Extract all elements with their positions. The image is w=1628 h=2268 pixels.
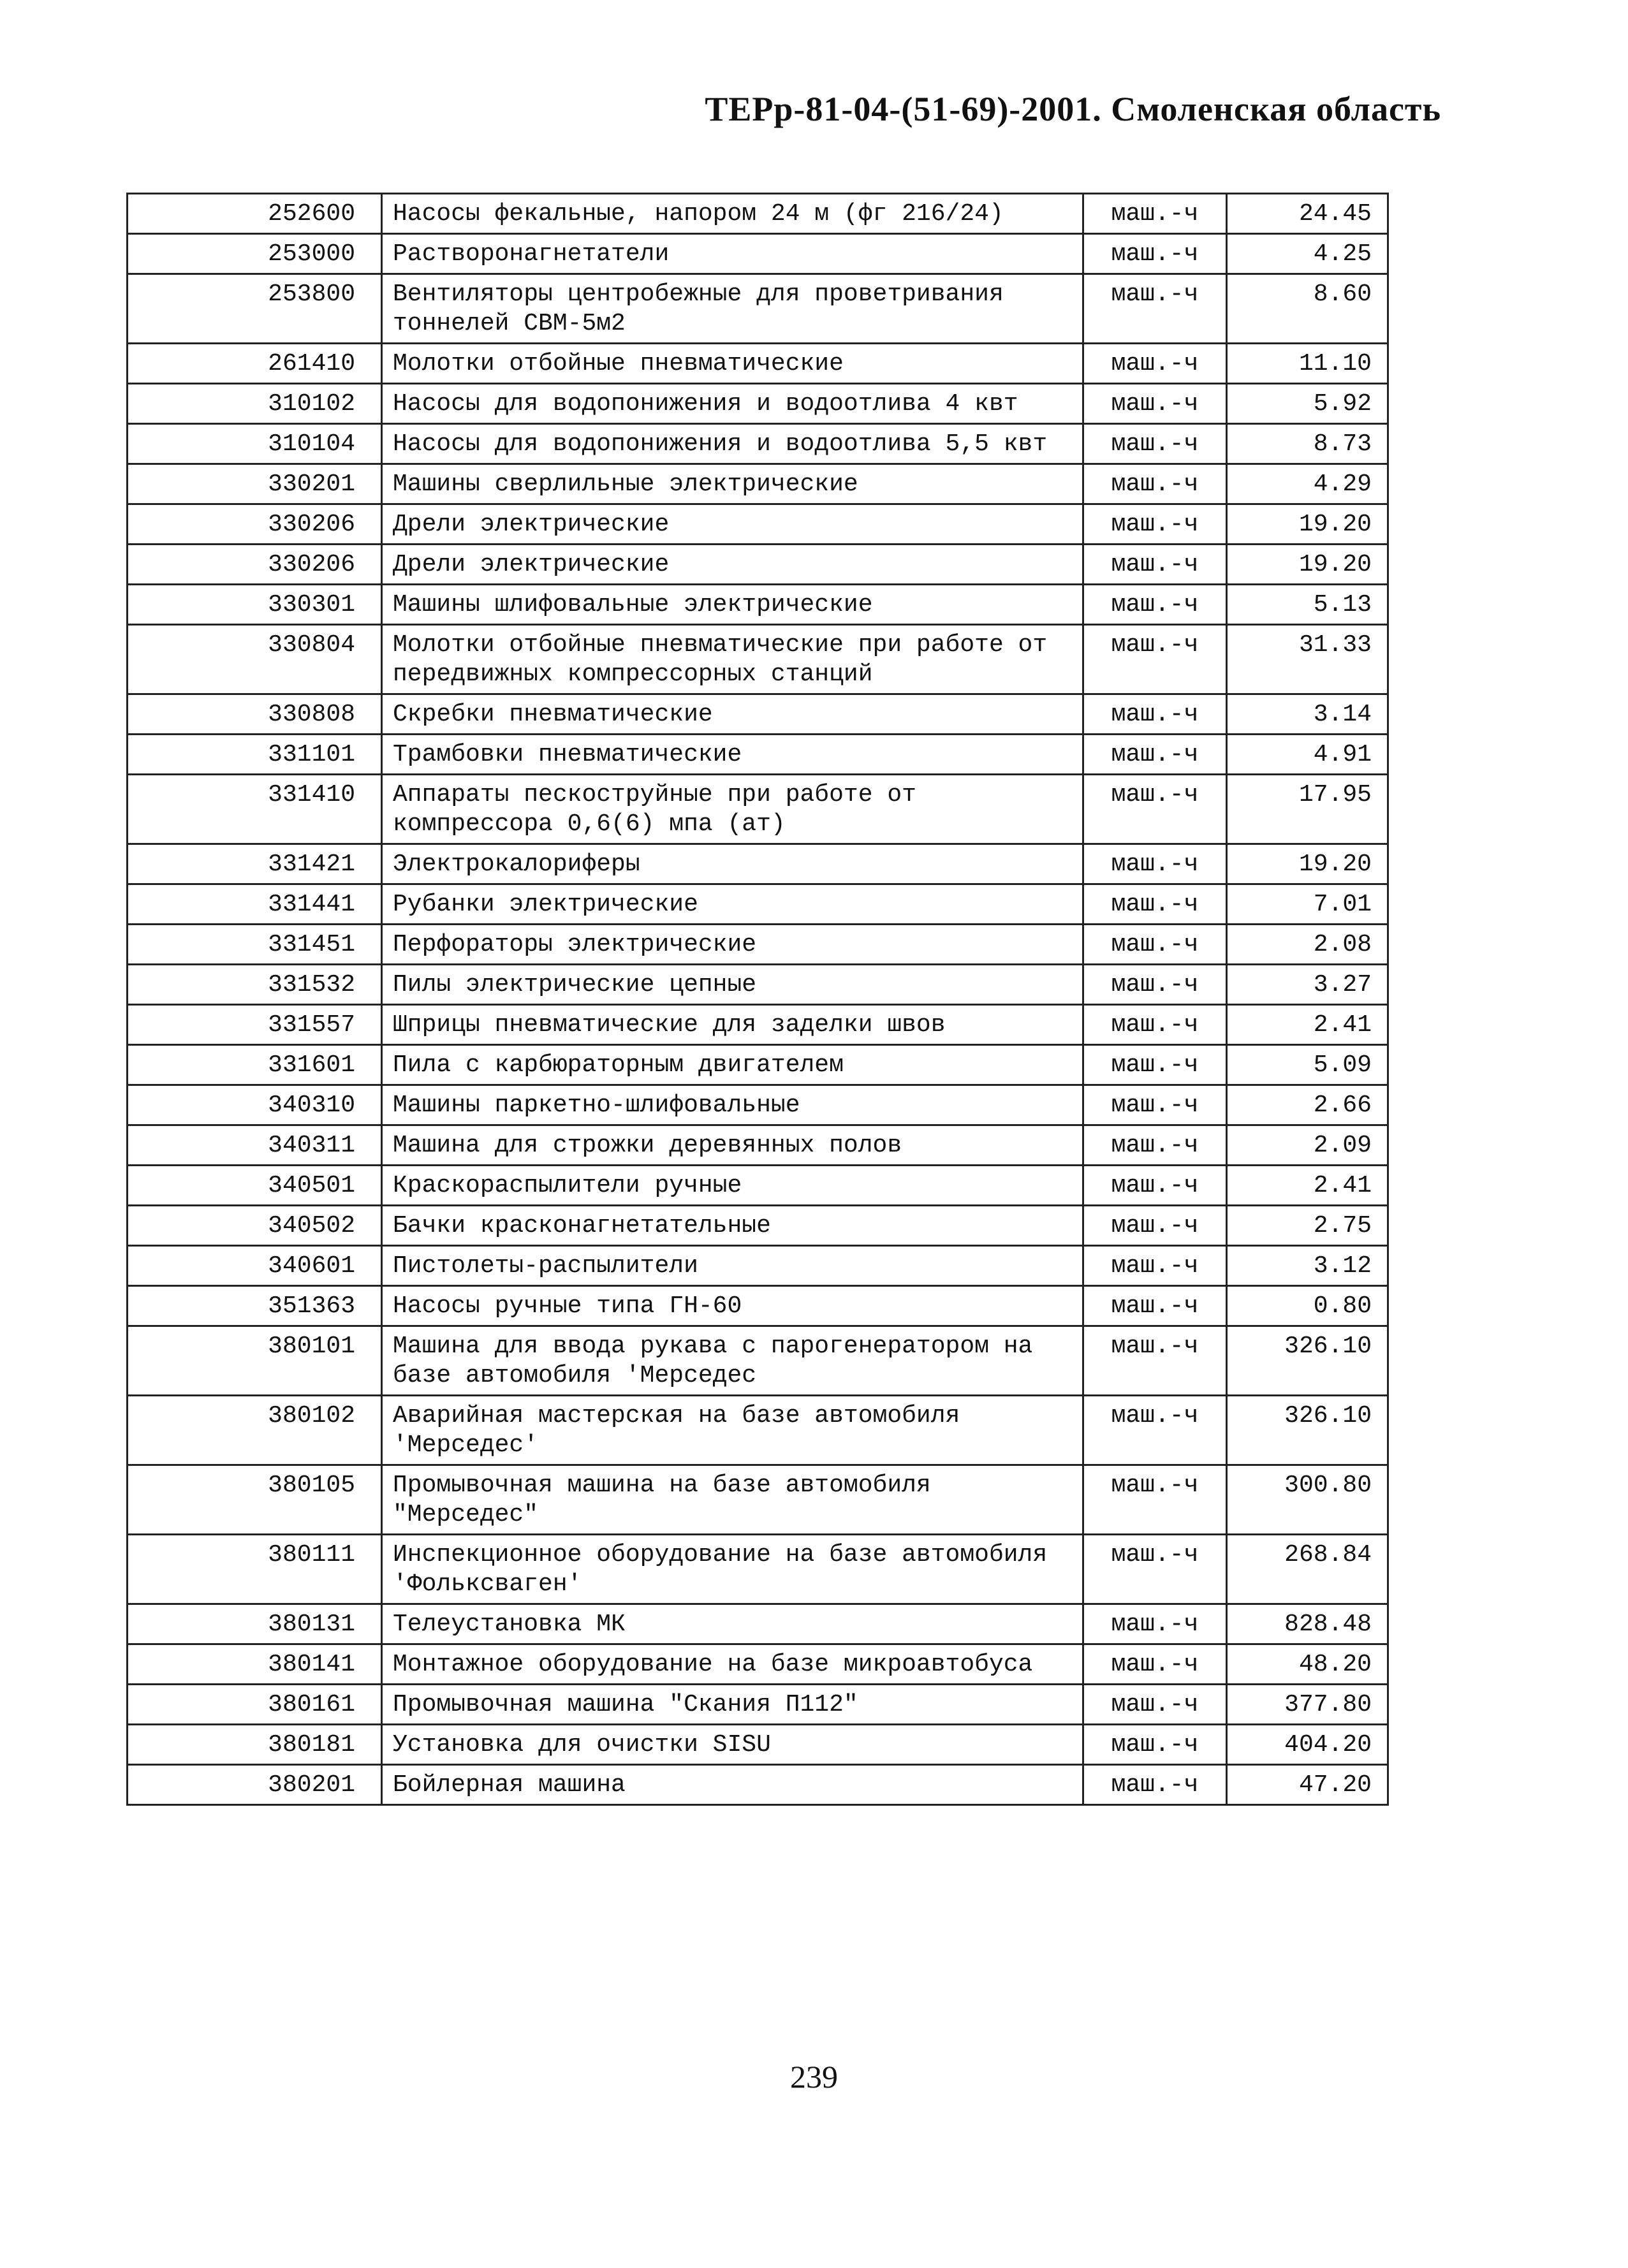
row-name: Скребки пневматические <box>382 694 1083 735</box>
table-row <box>128 1286 1388 1326</box>
table-row <box>128 344 1388 384</box>
row-price: 48.20 <box>1227 1644 1388 1685</box>
table-row <box>128 545 1388 585</box>
row-code: 351363 <box>128 1286 382 1326</box>
row-price: 2.08 <box>1227 925 1388 965</box>
row-code: 380141 <box>128 1644 382 1685</box>
row-name: Машины шлифовальные электрические <box>382 585 1083 625</box>
table-row <box>128 1535 1388 1604</box>
row-code: 261410 <box>128 344 382 384</box>
row-name: Насосы ручные типа ГН-60 <box>382 1286 1083 1326</box>
row-price: 3.14 <box>1227 694 1388 735</box>
row-unit: маш.-ч <box>1083 965 1227 1005</box>
row-unit: маш.-ч <box>1083 384 1227 424</box>
table-row <box>128 1085 1388 1125</box>
table-row <box>128 234 1388 274</box>
row-unit: маш.-ч <box>1083 1685 1227 1725</box>
table-row <box>128 464 1388 504</box>
row-name: Аварийная мастерская на базе автомобиля 'Мерседес' <box>382 1396 1083 1465</box>
machines-price-table <box>126 193 1389 1806</box>
row-unit: маш.-ч <box>1083 1644 1227 1685</box>
row-name: Электрокалориферы <box>382 844 1083 884</box>
row-name: Трамбовки пневматические <box>382 735 1083 775</box>
row-unit: маш.-ч <box>1083 1125 1227 1166</box>
row-name: Машина для строжки деревянных полов <box>382 1125 1083 1166</box>
row-code: 380181 <box>128 1725 382 1765</box>
row-name: Насосы для водопонижения и водоотлива 5,5 квт <box>382 424 1083 464</box>
row-name: Бойлерная машина <box>382 1765 1083 1805</box>
table-row <box>128 424 1388 464</box>
row-code: 340501 <box>128 1166 382 1206</box>
row-price: 268.84 <box>1227 1535 1388 1604</box>
table-row <box>128 1644 1388 1685</box>
row-unit: маш.-ч <box>1083 545 1227 585</box>
row-price: 7.01 <box>1227 884 1388 925</box>
table-row <box>128 384 1388 424</box>
row-unit: маш.-ч <box>1083 1246 1227 1286</box>
row-unit: маш.-ч <box>1083 1326 1227 1396</box>
row-code: 340502 <box>128 1206 382 1246</box>
table-row <box>128 1465 1388 1535</box>
row-unit: маш.-ч <box>1083 1725 1227 1765</box>
row-name: Бачки красконагнетательные <box>382 1206 1083 1246</box>
row-price: 31.33 <box>1227 625 1388 694</box>
row-unit: маш.-ч <box>1083 925 1227 965</box>
row-name: Шприцы пневматические для заделки швов <box>382 1005 1083 1045</box>
row-code: 310104 <box>128 424 382 464</box>
table-row <box>128 884 1388 925</box>
row-unit: маш.-ч <box>1083 194 1227 234</box>
table-row <box>128 1765 1388 1805</box>
row-price: 19.20 <box>1227 844 1388 884</box>
row-code: 331421 <box>128 844 382 884</box>
table-row <box>128 925 1388 965</box>
row-name: Молотки отбойные пневматические <box>382 344 1083 384</box>
row-unit: маш.-ч <box>1083 1085 1227 1125</box>
row-unit: маш.-ч <box>1083 1045 1227 1085</box>
row-price: 404.20 <box>1227 1725 1388 1765</box>
table-row <box>128 775 1388 844</box>
row-unit: маш.-ч <box>1083 884 1227 925</box>
row-price: 2.75 <box>1227 1206 1388 1246</box>
row-name: Пила с карбюраторным двигателем <box>382 1045 1083 1085</box>
page-number: 239 <box>790 2059 838 2095</box>
row-name: Аппараты пескоструйные при работе от компрессора 0,6(6) мпа (ат) <box>382 775 1083 844</box>
row-code: 331410 <box>128 775 382 844</box>
row-price: 828.48 <box>1227 1604 1388 1644</box>
row-code: 330301 <box>128 585 382 625</box>
document-header: ТЕРр-81-04-(51-69)-2001. Смоленская область <box>705 90 1441 128</box>
row-price: 3.27 <box>1227 965 1388 1005</box>
row-name: Насосы для водопонижения и водоотлива 4 квт <box>382 384 1083 424</box>
row-name: Растворонагнетатели <box>382 234 1083 274</box>
row-price: 19.20 <box>1227 545 1388 585</box>
row-code: 330808 <box>128 694 382 735</box>
row-unit: маш.-ч <box>1083 1166 1227 1206</box>
row-unit: маш.-ч <box>1083 1604 1227 1644</box>
row-price: 2.41 <box>1227 1005 1388 1045</box>
row-code: 380101 <box>128 1326 382 1396</box>
row-price: 377.80 <box>1227 1685 1388 1725</box>
row-price: 3.12 <box>1227 1246 1388 1286</box>
row-unit: маш.-ч <box>1083 1005 1227 1045</box>
row-price: 5.09 <box>1227 1045 1388 1085</box>
row-name: Насосы фекальные, напором 24 м (фг 216/24) <box>382 194 1083 234</box>
row-unit: маш.-ч <box>1083 844 1227 884</box>
row-code: 380161 <box>128 1685 382 1725</box>
table-row <box>128 1125 1388 1166</box>
row-unit: маш.-ч <box>1083 1396 1227 1465</box>
row-name: Монтажное оборудование на базе микроавтобуса <box>382 1644 1083 1685</box>
row-price: 17.95 <box>1227 775 1388 844</box>
table-row <box>128 1685 1388 1725</box>
table-row <box>128 1206 1388 1246</box>
row-unit: маш.-ч <box>1083 625 1227 694</box>
row-unit: маш.-ч <box>1083 464 1227 504</box>
row-code: 340311 <box>128 1125 382 1166</box>
row-unit: маш.-ч <box>1083 344 1227 384</box>
table-row <box>128 1396 1388 1465</box>
row-name: Пилы электрические цепные <box>382 965 1083 1005</box>
row-code: 330804 <box>128 625 382 694</box>
row-code: 330201 <box>128 464 382 504</box>
row-unit: маш.-ч <box>1083 585 1227 625</box>
table-row <box>128 844 1388 884</box>
row-name: Промывочная машина на базе автомобиля "Мерседес" <box>382 1465 1083 1535</box>
row-unit: маш.-ч <box>1083 1535 1227 1604</box>
table-row <box>128 1166 1388 1206</box>
row-unit: маш.-ч <box>1083 504 1227 545</box>
row-price: 4.25 <box>1227 234 1388 274</box>
row-name: Машины сверлильные электрические <box>382 464 1083 504</box>
row-unit: маш.-ч <box>1083 1465 1227 1535</box>
row-code: 330206 <box>128 504 382 545</box>
table-row <box>128 1005 1388 1045</box>
row-name: Краскораспылители ручные <box>382 1166 1083 1206</box>
row-code: 331441 <box>128 884 382 925</box>
row-name: Инспекционное оборудование на базе автомобиля 'Фольксваген' <box>382 1535 1083 1604</box>
row-name: Установка для очистки SISU <box>382 1725 1083 1765</box>
table-body <box>128 194 1388 1805</box>
table-row <box>128 1604 1388 1644</box>
row-price: 326.10 <box>1227 1326 1388 1396</box>
row-name: Вентиляторы центробежные для проветривания тоннелей СВМ-5м2 <box>382 274 1083 344</box>
row-unit: маш.-ч <box>1083 1286 1227 1326</box>
row-price: 2.66 <box>1227 1085 1388 1125</box>
row-price: 19.20 <box>1227 504 1388 545</box>
row-price: 11.10 <box>1227 344 1388 384</box>
row-price: 300.80 <box>1227 1465 1388 1535</box>
row-price: 5.92 <box>1227 384 1388 424</box>
table-row <box>128 194 1388 234</box>
table-row <box>128 1326 1388 1396</box>
row-code: 380131 <box>128 1604 382 1644</box>
row-price: 47.20 <box>1227 1765 1388 1805</box>
row-price: 326.10 <box>1227 1396 1388 1465</box>
row-code: 253000 <box>128 234 382 274</box>
row-name: Машина для ввода рукава с парогенератором на базе автомобиля 'Мерседес <box>382 1326 1083 1396</box>
row-code: 380201 <box>128 1765 382 1805</box>
row-unit: маш.-ч <box>1083 1206 1227 1246</box>
row-code: 331601 <box>128 1045 382 1085</box>
row-price: 2.41 <box>1227 1166 1388 1206</box>
row-code: 253800 <box>128 274 382 344</box>
row-code: 380102 <box>128 1396 382 1465</box>
table-row <box>128 735 1388 775</box>
row-price: 4.29 <box>1227 464 1388 504</box>
row-code: 252600 <box>128 194 382 234</box>
table-row <box>128 694 1388 735</box>
row-name: Промывочная машина "Скания П112" <box>382 1685 1083 1725</box>
row-unit: маш.-ч <box>1083 775 1227 844</box>
row-code: 331451 <box>128 925 382 965</box>
table-row <box>128 965 1388 1005</box>
row-name: Рубанки электрические <box>382 884 1083 925</box>
row-unit: маш.-ч <box>1083 1765 1227 1805</box>
row-name: Дрели электрические <box>382 545 1083 585</box>
row-unit: маш.-ч <box>1083 274 1227 344</box>
table-row <box>128 1246 1388 1286</box>
row-name: Машины паркетно-шлифовальные <box>382 1085 1083 1125</box>
table-row <box>128 625 1388 694</box>
row-price: 24.45 <box>1227 194 1388 234</box>
row-price: 4.91 <box>1227 735 1388 775</box>
row-price: 8.60 <box>1227 274 1388 344</box>
row-code: 380111 <box>128 1535 382 1604</box>
row-price: 5.13 <box>1227 585 1388 625</box>
row-code: 310102 <box>128 384 382 424</box>
table-row <box>128 274 1388 344</box>
row-price: 0.80 <box>1227 1286 1388 1326</box>
row-code: 331101 <box>128 735 382 775</box>
row-code: 340310 <box>128 1085 382 1125</box>
row-unit: маш.-ч <box>1083 424 1227 464</box>
row-name: Пистолеты-распылители <box>382 1246 1083 1286</box>
table-row <box>128 1045 1388 1085</box>
table-row <box>128 1725 1388 1765</box>
row-code: 380105 <box>128 1465 382 1535</box>
row-code: 340601 <box>128 1246 382 1286</box>
row-unit: маш.-ч <box>1083 234 1227 274</box>
row-unit: маш.-ч <box>1083 735 1227 775</box>
row-code: 331557 <box>128 1005 382 1045</box>
row-name: Телеустановка МК <box>382 1604 1083 1644</box>
row-price: 2.09 <box>1227 1125 1388 1166</box>
row-name: Молотки отбойные пневматические при работе от передвижных компрессорных станций <box>382 625 1083 694</box>
table-row <box>128 585 1388 625</box>
table-row <box>128 504 1388 545</box>
row-price: 8.73 <box>1227 424 1388 464</box>
row-name: Перфораторы электрические <box>382 925 1083 965</box>
row-code: 331532 <box>128 965 382 1005</box>
row-name: Дрели электрические <box>382 504 1083 545</box>
row-code: 330206 <box>128 545 382 585</box>
row-unit: маш.-ч <box>1083 694 1227 735</box>
